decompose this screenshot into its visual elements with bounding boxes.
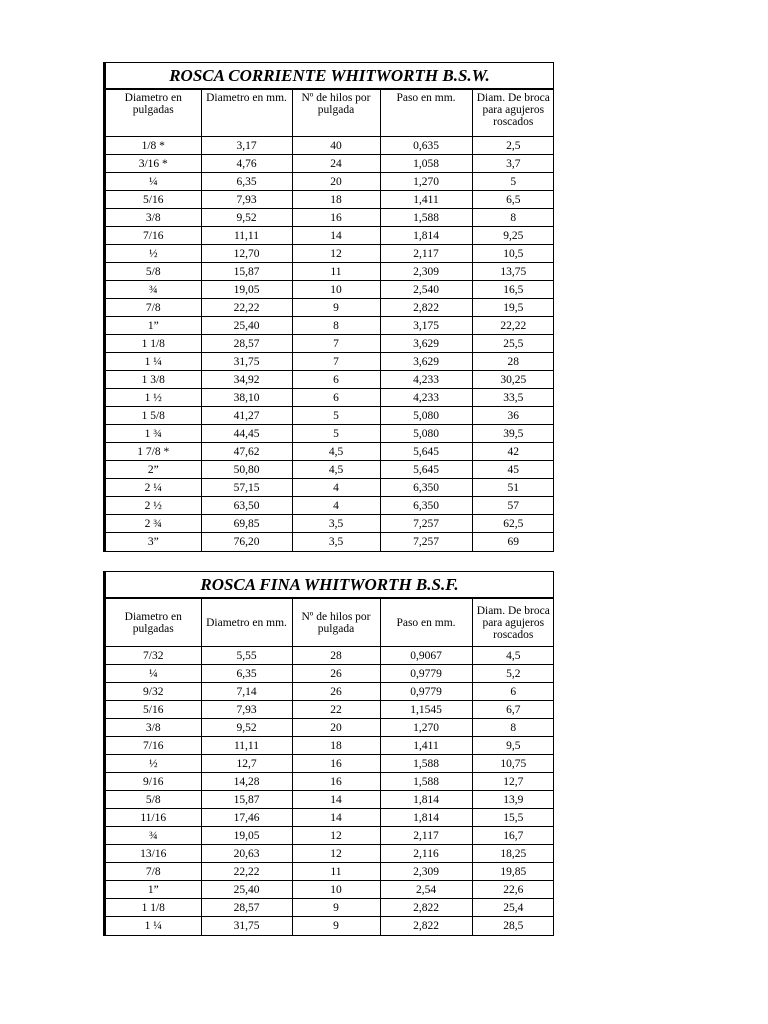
cell-diam-inches: 1” [105,317,201,335]
cell-drill: 57 [472,497,554,515]
cell-diam-mm: 63,50 [201,497,292,515]
table-row [105,755,554,773]
cell-drill: 45 [472,461,554,479]
cell-drill: 6,7 [472,701,554,719]
cell-diam-mm: 31,75 [201,353,292,371]
cell-threads: 9 [292,899,380,917]
table-row [105,407,554,425]
cell-diam-mm: 11,11 [201,227,292,245]
cell-drill: 8 [472,209,554,227]
cell-diam-inches: 3/16 * [105,155,201,173]
cell-threads: 14 [292,227,380,245]
cell-diam-inches: 1/8 * [105,137,201,155]
cell-drill: 19,5 [472,299,554,317]
cell-diam-inches: 5/16 [105,191,201,209]
cell-pitch: 1,588 [380,755,472,773]
cell-pitch: 2,822 [380,917,472,935]
cell-pitch: 1,814 [380,791,472,809]
cell-diam-mm: 76,20 [201,533,292,551]
cell-diam-inches: 1” [105,881,201,899]
cell-pitch: 3,629 [380,335,472,353]
cell-pitch: 3,175 [380,317,472,335]
cell-drill: 28 [472,353,554,371]
cell-threads: 18 [292,737,380,755]
cell-pitch: 2,309 [380,263,472,281]
cell-diam-inches: 7/16 [105,227,201,245]
cell-diam-mm: 25,40 [201,881,292,899]
cell-drill: 33,5 [472,389,554,407]
table-row [105,263,554,281]
bsw-table [103,62,554,552]
cell-drill: 42 [472,443,554,461]
table-row [105,827,554,845]
cell-drill: 69 [472,533,554,551]
table-row [105,479,554,497]
cell-diam-mm: 14,28 [201,773,292,791]
cell-drill: 22,22 [472,317,554,335]
cell-diam-inches: 1 5/8 [105,407,201,425]
table-row [105,299,554,317]
table-row [105,173,554,191]
cell-diam-mm: 25,40 [201,317,292,335]
cell-diam-inches: 2” [105,461,201,479]
cell-threads: 3,5 [292,515,380,533]
cell-diam-inches: ¾ [105,827,201,845]
cell-diam-inches: 2 ½ [105,497,201,515]
cell-drill: 6,5 [472,191,554,209]
cell-threads: 5 [292,407,380,425]
header-threads-per-inch: Nº de hilos por pulgada [292,90,380,137]
cell-drill: 51 [472,479,554,497]
cell-diam-inches: 7/8 [105,863,201,881]
cell-pitch: 6,350 [380,497,472,515]
cell-pitch: 0,9779 [380,665,472,683]
table-row [105,773,554,791]
cell-threads: 20 [292,173,380,191]
cell-diam-mm: 9,52 [201,209,292,227]
cell-drill: 16,5 [472,281,554,299]
cell-diam-inches: 3” [105,533,201,551]
cell-drill: 15,5 [472,809,554,827]
cell-diam-inches: 2 ¼ [105,479,201,497]
cell-threads: 16 [292,773,380,791]
cell-pitch: 2,116 [380,845,472,863]
header-drill-diam: Diam. De broca para agujeros roscados [472,599,554,647]
table-row [105,899,554,917]
table-row [105,917,554,935]
cell-pitch: 1,588 [380,209,472,227]
cell-pitch: 2,822 [380,299,472,317]
cell-threads: 20 [292,719,380,737]
cell-diam-mm: 44,45 [201,425,292,443]
cell-diam-mm: 7,93 [201,191,292,209]
header-diam-inches: Diametro en pulgadas [105,90,201,137]
cell-pitch: 5,080 [380,425,472,443]
table-row [105,497,554,515]
cell-diam-mm: 3,17 [201,137,292,155]
table-row [105,533,554,551]
cell-diam-inches: 1 7/8 * [105,443,201,461]
cell-pitch: 2,309 [380,863,472,881]
cell-pitch: 2,117 [380,827,472,845]
cell-drill: 8 [472,719,554,737]
cell-diam-inches: 1 3/8 [105,371,201,389]
cell-pitch: 1,814 [380,227,472,245]
header-diam-inches: Diametro en pulgadas [105,599,201,647]
cell-threads: 26 [292,683,380,701]
cell-pitch: 5,645 [380,461,472,479]
cell-threads: 28 [292,647,380,665]
cell-diam-inches: 1 ¼ [105,353,201,371]
cell-diam-mm: 15,87 [201,791,292,809]
table-row [105,191,554,209]
bsf-table [103,571,554,936]
cell-pitch: 1,411 [380,191,472,209]
cell-pitch: 5,080 [380,407,472,425]
cell-diam-mm: 11,11 [201,737,292,755]
cell-diam-mm: 4,76 [201,155,292,173]
table-row [105,281,554,299]
cell-threads: 8 [292,317,380,335]
cell-drill: 5 [472,173,554,191]
cell-diam-inches: ¼ [105,173,201,191]
table-row [105,719,554,737]
table-row [105,515,554,533]
cell-diam-mm: 6,35 [201,173,292,191]
table-row [105,863,554,881]
cell-diam-mm: 9,52 [201,719,292,737]
cell-diam-mm: 7,14 [201,683,292,701]
cell-pitch: 1,411 [380,737,472,755]
cell-drill: 9,25 [472,227,554,245]
table-row [105,227,554,245]
cell-threads: 26 [292,665,380,683]
table-row [105,155,554,173]
cell-diam-inches: 7/32 [105,647,201,665]
cell-threads: 16 [292,755,380,773]
cell-diam-inches: 9/32 [105,683,201,701]
cell-diam-mm: 28,57 [201,335,292,353]
cell-threads: 12 [292,245,380,263]
cell-diam-inches: 2 ¾ [105,515,201,533]
cell-drill: 19,85 [472,863,554,881]
cell-pitch: 0,9779 [380,683,472,701]
bsw-data-table [104,89,554,551]
cell-threads: 6 [292,371,380,389]
cell-threads: 11 [292,863,380,881]
cell-diam-inches: 9/16 [105,773,201,791]
cell-pitch: 7,257 [380,533,472,551]
table-row [105,389,554,407]
cell-threads: 22 [292,701,380,719]
cell-threads: 12 [292,827,380,845]
cell-diam-inches: 1 ½ [105,389,201,407]
table-row [105,665,554,683]
cell-threads: 11 [292,263,380,281]
cell-drill: 9,5 [472,737,554,755]
cell-drill: 3,7 [472,155,554,173]
cell-diam-inches: 1 1/8 [105,899,201,917]
cell-threads: 4,5 [292,461,380,479]
cell-threads: 9 [292,299,380,317]
cell-diam-inches: 3/8 [105,719,201,737]
cell-pitch: 1,270 [380,173,472,191]
cell-diam-inches: 5/8 [105,791,201,809]
header-pitch-mm: Paso en mm. [380,90,472,137]
table-row [105,335,554,353]
cell-diam-mm: 22,22 [201,299,292,317]
cell-diam-mm: 5,55 [201,647,292,665]
table-row [105,845,554,863]
cell-threads: 6 [292,389,380,407]
cell-diam-inches: 13/16 [105,845,201,863]
cell-diam-mm: 50,80 [201,461,292,479]
cell-diam-inches: 1 1/8 [105,335,201,353]
table-row [105,647,554,665]
table-row [105,245,554,263]
cell-diam-mm: 17,46 [201,809,292,827]
cell-diam-inches: ¼ [105,665,201,683]
cell-pitch: 1,588 [380,773,472,791]
cell-drill: 13,9 [472,791,554,809]
cell-threads: 10 [292,281,380,299]
cell-pitch: 0,9067 [380,647,472,665]
cell-threads: 7 [292,353,380,371]
cell-drill: 30,25 [472,371,554,389]
table-row [105,137,554,155]
cell-pitch: 3,629 [380,353,472,371]
cell-pitch: 1,814 [380,809,472,827]
bsf-table-title: ROSCA FINA WHITWORTH B.S.F. [104,572,553,598]
cell-threads: 4,5 [292,443,380,461]
cell-threads: 16 [292,209,380,227]
cell-diam-inches: ½ [105,245,201,263]
header-pitch-mm: Paso en mm. [380,599,472,647]
cell-diam-mm: 31,75 [201,917,292,935]
cell-drill: 5,2 [472,665,554,683]
cell-pitch: 1,270 [380,719,472,737]
bsf-header-row [105,599,554,647]
cell-threads: 5 [292,425,380,443]
cell-diam-inches: 3/8 [105,209,201,227]
cell-threads: 4 [292,479,380,497]
table-row [105,683,554,701]
cell-diam-mm: 47,62 [201,443,292,461]
cell-pitch: 2,54 [380,881,472,899]
cell-pitch: 0,635 [380,137,472,155]
cell-threads: 14 [292,809,380,827]
cell-diam-mm: 7,93 [201,701,292,719]
table-row [105,353,554,371]
cell-diam-inches: 7/8 [105,299,201,317]
header-diam-mm: Diametro en mm. [201,599,292,647]
cell-drill: 36 [472,407,554,425]
cell-pitch: 5,645 [380,443,472,461]
cell-threads: 9 [292,917,380,935]
table-row [105,425,554,443]
cell-drill: 18,25 [472,845,554,863]
cell-threads: 14 [292,791,380,809]
cell-diam-mm: 34,92 [201,371,292,389]
bsf-data-table [104,598,554,935]
cell-drill: 25,4 [472,899,554,917]
table-row [105,371,554,389]
cell-pitch: 1,058 [380,155,472,173]
cell-diam-inches: ½ [105,755,201,773]
cell-diam-mm: 6,35 [201,665,292,683]
cell-diam-inches: 1 ¾ [105,425,201,443]
table-row [105,881,554,899]
cell-threads: 10 [292,881,380,899]
table-row [105,317,554,335]
cell-threads: 3,5 [292,533,380,551]
cell-threads: 12 [292,845,380,863]
cell-diam-mm: 28,57 [201,899,292,917]
cell-diam-mm: 41,27 [201,407,292,425]
table-row [105,737,554,755]
cell-drill: 39,5 [472,425,554,443]
cell-diam-mm: 15,87 [201,263,292,281]
cell-diam-mm: 69,85 [201,515,292,533]
cell-diam-inches: 11/16 [105,809,201,827]
table-row [105,701,554,719]
cell-drill: 2,5 [472,137,554,155]
cell-diam-inches: 1 ¼ [105,917,201,935]
cell-pitch: 1,1545 [380,701,472,719]
table-row [105,209,554,227]
cell-diam-mm: 20,63 [201,845,292,863]
cell-threads: 18 [292,191,380,209]
cell-threads: 4 [292,497,380,515]
cell-pitch: 7,257 [380,515,472,533]
cell-diam-inches: 5/16 [105,701,201,719]
cell-diam-inches: ¾ [105,281,201,299]
cell-threads: 40 [292,137,380,155]
header-diam-mm: Diametro en mm. [201,90,292,137]
cell-pitch: 6,350 [380,479,472,497]
cell-drill: 16,7 [472,827,554,845]
bsw-header-row [105,90,554,137]
cell-drill: 13,75 [472,263,554,281]
cell-pitch: 2,540 [380,281,472,299]
cell-drill: 10,75 [472,755,554,773]
cell-drill: 6 [472,683,554,701]
table-row [105,443,554,461]
cell-threads: 7 [292,335,380,353]
cell-diam-mm: 12,70 [201,245,292,263]
cell-drill: 4,5 [472,647,554,665]
cell-diam-mm: 57,15 [201,479,292,497]
cell-diam-mm: 22,22 [201,863,292,881]
table-row [105,809,554,827]
cell-drill: 10,5 [472,245,554,263]
header-drill-diam: Diam. De broca para agujeros roscados [472,90,554,137]
table-row [105,461,554,479]
cell-pitch: 4,233 [380,371,472,389]
cell-drill: 25,5 [472,335,554,353]
cell-drill: 28,5 [472,917,554,935]
cell-diam-mm: 38,10 [201,389,292,407]
cell-drill: 62,5 [472,515,554,533]
cell-pitch: 2,117 [380,245,472,263]
cell-diam-inches: 5/8 [105,263,201,281]
header-threads-per-inch: Nº de hilos por pulgada [292,599,380,647]
cell-diam-mm: 19,05 [201,281,292,299]
bsw-table-title: ROSCA CORRIENTE WHITWORTH B.S.W. [104,63,553,89]
cell-diam-mm: 12,7 [201,755,292,773]
cell-drill: 22,6 [472,881,554,899]
cell-diam-mm: 19,05 [201,827,292,845]
cell-pitch: 2,822 [380,899,472,917]
cell-pitch: 4,233 [380,389,472,407]
cell-threads: 24 [292,155,380,173]
cell-drill: 12,7 [472,773,554,791]
cell-diam-inches: 7/16 [105,737,201,755]
table-row [105,791,554,809]
